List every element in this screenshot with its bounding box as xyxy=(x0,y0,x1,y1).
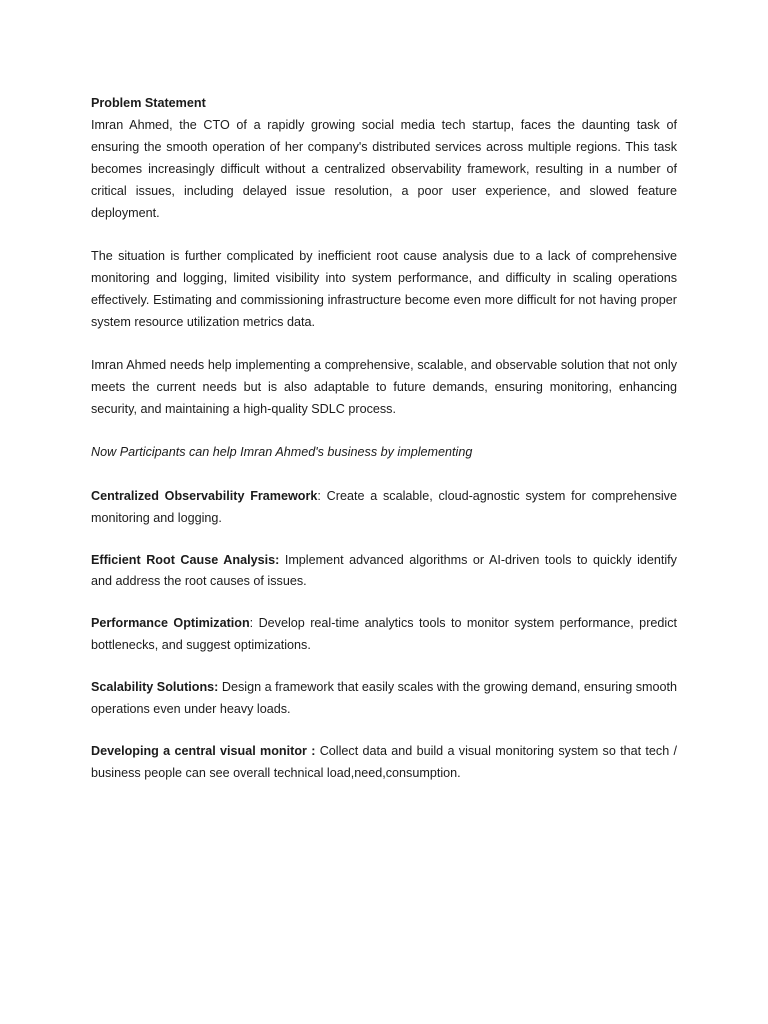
solution-text: Collect data and build a visual monitoring system so that tech / business people can see overall technical load,need,consumption. xyxy=(91,743,678,780)
problem-statement-heading: Problem Statement xyxy=(91,96,206,110)
solution-label: Efficient Root Cause Analysis: xyxy=(91,552,280,567)
solution-separator: : xyxy=(249,616,254,631)
document-body xyxy=(91,93,677,785)
needs-paragraph: Imran Ahmed needs help implementing a comprehensive, scalable, and observable solution that not only meets the current needs but is also adaptable to future demands, ensuring monitoring, enhancing security, and maintaining a high-quality SDLC process. xyxy=(91,358,677,416)
solution-label: Developing a central visual monitor : xyxy=(91,743,316,758)
solution-label: Scalability Solutions: xyxy=(91,680,219,695)
solution-text: Create a scalable, cloud-agnostic system for comprehensive monitoring and logging. xyxy=(91,488,677,525)
solution-text: Implement advanced algorithms or AI-driven tools to quickly identify and address the root causes of issues. xyxy=(91,552,677,589)
solution-separator: : xyxy=(317,488,321,503)
solution-text: Develop real-time analytics tools to monitor system performance, predict bottlenecks, and suggest optimizations. xyxy=(91,616,677,653)
solution-item-scalability xyxy=(91,677,677,721)
solution-text: Design a framework that easily scales with the growing demand, ensuring smooth operations even under heavy loads. xyxy=(91,680,678,717)
solution-item-performance xyxy=(91,613,677,657)
solution-label: Centralized Observability Framework xyxy=(91,488,318,503)
participants-intro: Now Participants can help Imran Ahmed's business by implementing xyxy=(91,445,473,460)
solution-item-visual-monitor xyxy=(91,741,677,785)
solution-item-observability xyxy=(91,486,677,530)
solution-item-root-cause xyxy=(91,550,677,594)
intro-paragraph: Imran Ahmed, the CTO of a rapidly growing social media tech startup, faces the daunting task of ensuring the smooth operation of her company's distributed services across multiple regions. This task becomes increasingly difficult without a centralized observability framework, resulting in a number of critical issues, including delayed issue resolution, a poor user experience, and slowed feature deployment. xyxy=(91,117,677,220)
solution-label: Performance Optimization xyxy=(91,616,250,631)
situation-paragraph: The situation is further complicated by inefficient root cause analysis due to a lack of comprehensive monitoring and logging, limited visibility into system performance, and difficulty in scaling operations effectively. Estimating and commissioning infrastructure become even more difficult for not having proper system resource utilization metrics data. xyxy=(91,248,677,329)
